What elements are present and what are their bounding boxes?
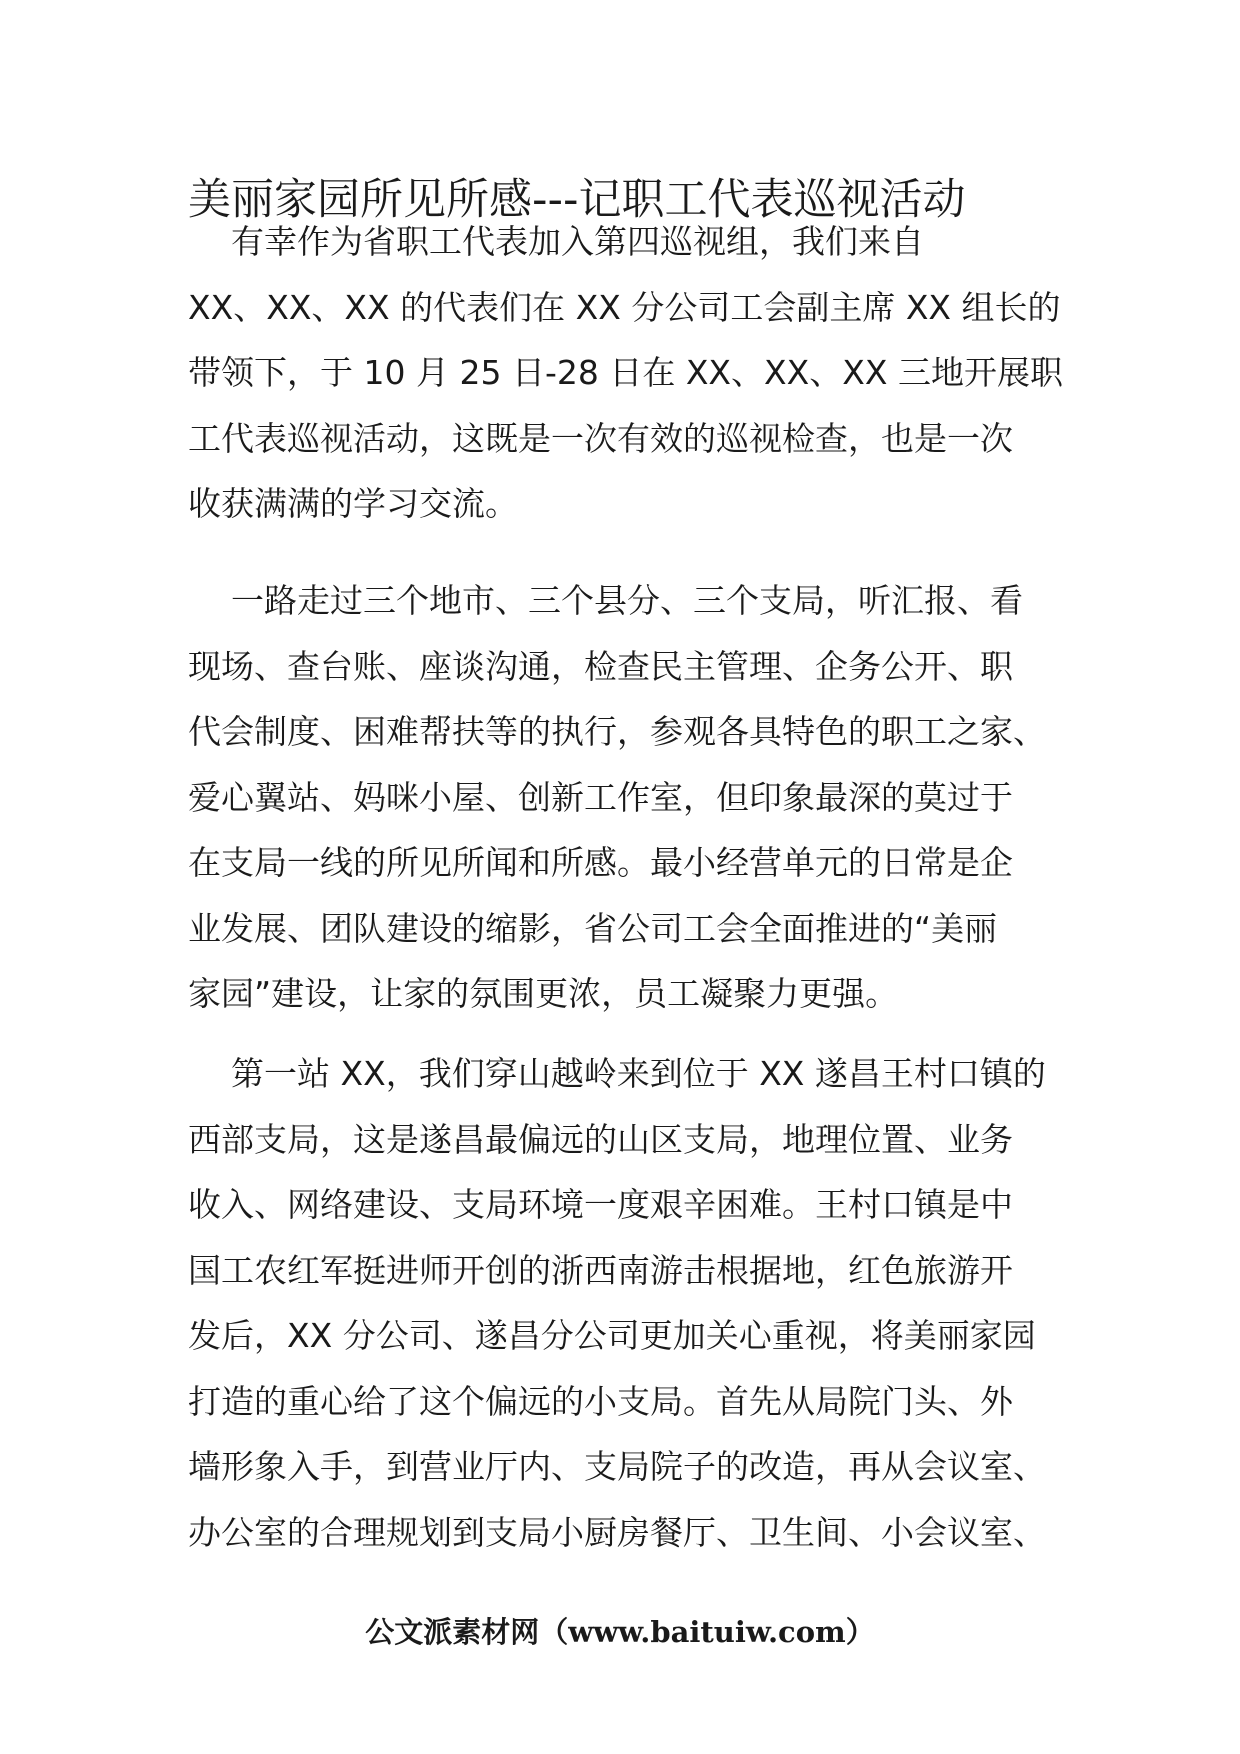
paragraph-line: 第一站 XX，我们穿山越岭来到位于 XX 遂昌王村口镇的 (231, 1054, 1046, 1093)
paragraph-line: 一路走过三个地市、三个县分、三个支局，听汇报、看 (231, 581, 1023, 620)
paragraph-line: 爱心翼站、妈咪小屋、创新工作室，但印象最深的莫过于 (188, 777, 1013, 817)
paragraph-line: 办公室的合理规划到支局小厨房餐厅、卫生间、小会议室、 (188, 1512, 1046, 1552)
paragraph-3 (188, 1041, 1068, 1565)
paragraph-line: 现场、查台账、座谈沟通，检查民主管理、企务公开、职 (188, 646, 1013, 686)
paragraph-2 (188, 568, 1068, 1027)
paragraph-line: 发后，XX 分公司、遂昌分公司更加关心重视，将美丽家园 (188, 1316, 1036, 1355)
paragraph-line: 国工农红军挺进师开创的浙西南游击根据地，红色旅游开 (188, 1250, 1013, 1290)
page-footer: 公文派素材网（www.baituiw.com） (365, 1615, 875, 1649)
paragraph-line: 有幸作为省职工代表加入第四巡视组，我们来自 (231, 222, 924, 261)
paragraph-line: XX、XX、XX 的代表们在 XX 分公司工会副主席 XX 组长的 (188, 287, 1061, 327)
paragraph-line: 西部支局，这是遂昌最偏远的山区支局，地理位置、业务 (188, 1119, 1013, 1159)
paragraph-line: 业发展、团队建设的缩影，省公司工会全面推进的“美丽 (188, 908, 998, 948)
paragraph-line: 工代表巡视活动，这既是一次有效的巡视检查，也是一次 (188, 418, 1013, 458)
paragraph-line: 收获满满的学习交流。 (188, 484, 518, 523)
paragraph-line: 打造的重心给了这个偏远的小支局。首先从局院门头、外 (188, 1381, 1013, 1421)
paragraph-line: 在支局一线的所见所闻和所感。最小经营单元的日常是企 (188, 843, 1013, 882)
paragraph-line: 收入、网络建设、支局环境一度艰辛困难。王村口镇是中 (188, 1185, 1013, 1224)
paragraph-line: 代会制度、困难帮扶等的执行，参观各具特色的职工之家、 (188, 712, 1046, 751)
paragraph-line: 带领下，于 10 月 25 日-28 日在 XX、XX、XX 三地开展职 (188, 353, 1063, 392)
paragraph-line: 家园”建设，让家的氛围更浓，员工凝聚力更强。 (188, 974, 899, 1013)
paragraph-line: 墙形象入手，到营业厅内、支局院子的改造，再从会议室、 (188, 1447, 1046, 1486)
document-title: 美丽家园所见所感---记职工代表巡视活动 (188, 175, 966, 225)
paragraph-1 (188, 209, 1068, 537)
